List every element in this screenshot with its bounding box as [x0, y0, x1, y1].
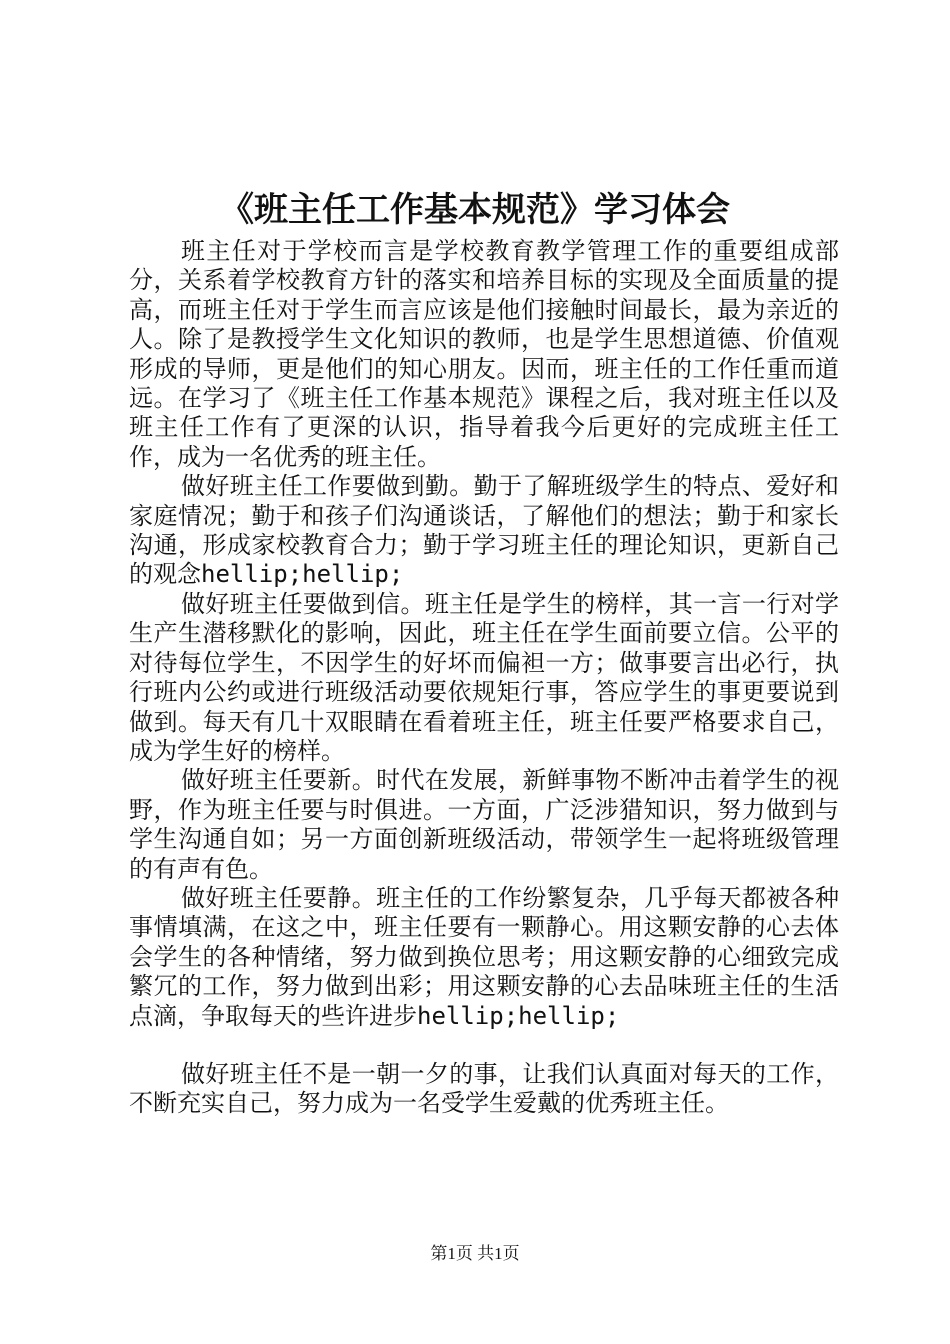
paragraph-2: 做好班主任工作要做到勤。勤于了解班级学生的特点、爱好和家庭情况；勤于和孩子们沟通谈话，了解他们的想法；勤于和家长沟通，形成家校教育合力；勤于学习班主任的理论知识，更新自己的观念hellip;hellip;	[129, 472, 839, 589]
paragraph-1: 班主任对于学校而言是学校教育教学管理工作的重要组成部分，关系着学校教育方针的落实和培养目标的实现及全面质量的提高，而班主任对于学生而言应该是他们接触时间最长，最为亲近的人。除了是教授学生文化知识的教师，也是学生思想道德、价值观形成的导师，更是他们的知心朋友。因而，班主任的工作任重而道远。在学习了《班主任工作基本规范》课程之后，我对班主任以及班主任工作有了更深的认识，指导着我今后更好的完成班主任工作，成为一名优秀的班主任。	[129, 237, 839, 471]
document-title: 《班主任工作基本规范》学习体会	[220, 190, 730, 230]
document-body	[129, 237, 839, 1119]
paragraph-3: 做好班主任要做到信。班主任是学生的榜样，其一言一行对学生产生潜移默化的影响，因此，班主任在学生面前要立信。公平的对待每位学生，不因学生的好坏而偏袒一方；做事要言出必行，执行班内公约或进行班级活动要依规矩行事，答应学生的事更要说到做到。每天有几十双眼睛在看着班主任，班主任要严格要求自己，成为学生好的榜样。	[129, 589, 839, 765]
page-footer: 第1页 共1页	[430, 1244, 520, 1263]
paragraph-5: 做好班主任要静。班主任的工作纷繁复杂，几乎每天都被各种事情填满，在这之中，班主任要有一颗静心。用这颗安静的心去体会学生的各种情绪，努力做到换位思考；用这颗安静的心细致完成繁冗的工作，努力做到出彩；用这颗安静的心去品味班主任的生活点滴，争取每天的些许进步hellip;hellip;	[129, 883, 839, 1030]
paragraph-6: 做好班主任不是一朝一夕的事，让我们认真面对每天的工作，不断充实自己，努力成为一名受学生爱戴的优秀班主任。	[129, 1059, 839, 1118]
paragraph-4: 做好班主任要新。时代在发展，新鲜事物不断冲击着学生的视野，作为班主任要与时俱进。一方面，广泛涉猎知识，努力做到与学生沟通自如；另一方面创新班级活动，带领学生一起将班级管理的有声有色。	[129, 766, 839, 883]
